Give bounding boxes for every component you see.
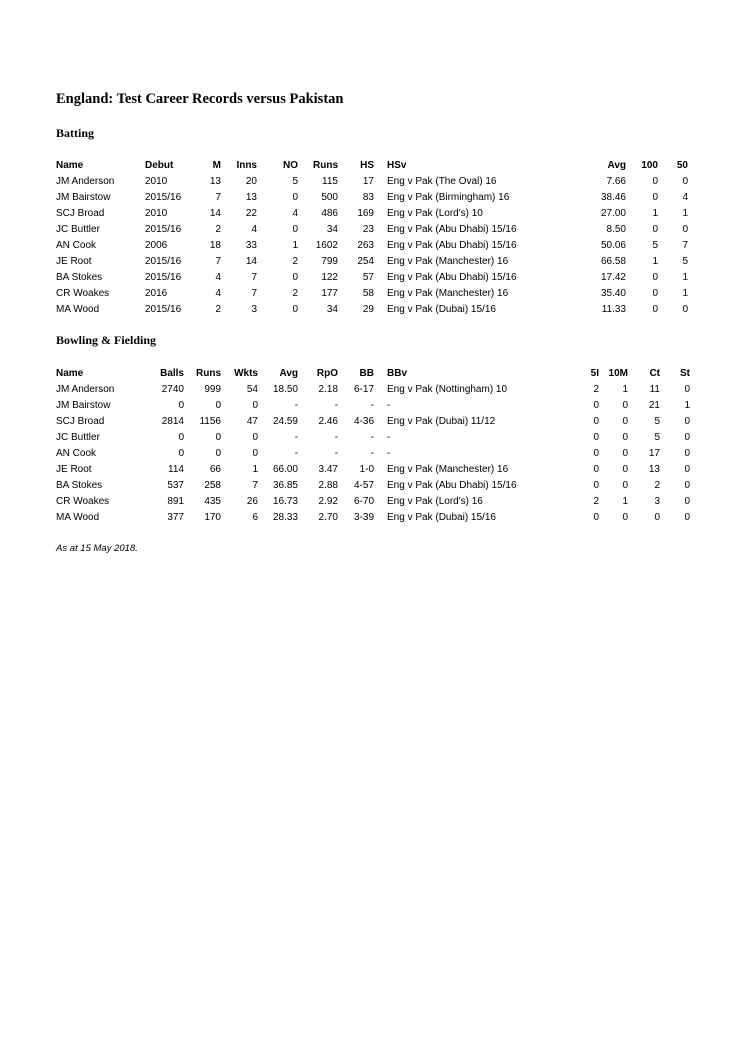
table-cell: CR Woakes	[56, 496, 110, 507]
column-header: Avg	[279, 368, 298, 379]
table-cell: 7.66	[606, 176, 626, 187]
table-cell: 0	[593, 464, 599, 475]
table-cell: 1	[684, 400, 690, 411]
table-cell: 0	[292, 192, 298, 203]
table-row	[0, 190, 746, 206]
table-cell: 0	[252, 400, 258, 411]
column-header: 100	[641, 160, 658, 171]
table-cell: JE Root	[56, 464, 92, 475]
table-cell: 0	[252, 432, 258, 443]
table-row	[0, 382, 746, 398]
table-cell: 17	[648, 448, 660, 459]
table-cell: 1156	[199, 416, 221, 427]
table-cell: Eng v Pak (Manchester) 16	[387, 288, 509, 299]
table-cell: 4-36	[353, 416, 374, 427]
table-cell: 2015/16	[145, 192, 182, 203]
table-cell: 999	[204, 384, 221, 395]
table-cell: 3.47	[318, 464, 338, 475]
table-cell: 891	[167, 496, 184, 507]
table-cell: 2	[292, 288, 298, 299]
table-cell: 2006	[145, 240, 168, 251]
table-cell: 2	[292, 256, 298, 267]
table-cell: 22	[245, 208, 257, 219]
table-cell: 28.33	[272, 512, 298, 523]
table-cell: 0	[292, 304, 298, 315]
table-cell: 0	[652, 176, 658, 187]
table-cell: 7	[251, 288, 257, 299]
table-cell: 3	[654, 496, 660, 507]
table-cell: Eng v Pak (Lord's) 16	[387, 496, 483, 507]
table-cell: 537	[167, 480, 184, 491]
table-cell: -	[294, 400, 298, 411]
table-cell: Eng v Pak (Abu Dhabi) 15/16	[387, 480, 517, 491]
table-cell: 0	[593, 512, 599, 523]
table-cell: 2814	[161, 416, 184, 427]
table-cell: 18	[209, 240, 221, 251]
table-cell: 33	[245, 240, 257, 251]
table-cell: SCJ Broad	[56, 416, 105, 427]
table-cell: 1	[682, 208, 688, 219]
table-cell: 0	[593, 480, 599, 491]
table-cell: 170	[204, 512, 221, 523]
table-cell: 115	[322, 176, 338, 187]
table-cell: 5	[682, 256, 688, 267]
table-cell: 0	[684, 464, 690, 475]
table-cell: 0	[215, 448, 221, 459]
column-header: Debut	[145, 160, 174, 171]
table-cell: 6-17	[353, 384, 374, 395]
table-cell: Eng v Pak (Dubai) 15/16	[387, 512, 496, 523]
batting-table	[0, 158, 746, 318]
table-cell: 258	[204, 480, 221, 491]
table-cell: -	[370, 400, 374, 411]
batting-section-title: Batting	[56, 126, 95, 140]
column-header: HS	[360, 160, 374, 171]
table-cell: 4	[292, 208, 298, 219]
column-header: 5I	[590, 368, 599, 379]
table-cell: 34	[326, 224, 338, 235]
table-cell: 2.70	[318, 512, 338, 523]
table-row	[0, 494, 746, 510]
table-cell: 0	[654, 512, 660, 523]
table-cell: 122	[321, 272, 338, 283]
table-cell: -	[334, 448, 338, 459]
table-cell: 20	[245, 176, 257, 187]
table-cell: SCJ Broad	[56, 208, 105, 219]
table-cell: 7	[215, 256, 221, 267]
column-header: St	[680, 368, 690, 379]
table-row	[0, 302, 746, 318]
table-cell: AN Cook	[56, 240, 97, 251]
table-cell: 14	[245, 256, 257, 267]
table-cell: -	[294, 448, 298, 459]
table-cell: 2015/16	[145, 272, 182, 283]
table-cell: 7	[215, 192, 221, 203]
table-cell: CR Woakes	[56, 288, 110, 299]
table-cell: 66.00	[272, 464, 298, 475]
table-cell: 0	[684, 480, 690, 491]
table-cell: 1	[622, 496, 628, 507]
table-cell: Eng v Pak (Lord's) 10	[387, 208, 483, 219]
table-cell: 1	[652, 208, 658, 219]
table-cell: 6	[252, 512, 258, 523]
table-cell: 0	[622, 448, 628, 459]
table-cell: 5	[654, 416, 660, 427]
column-header: Runs	[196, 368, 221, 379]
table-cell: Eng v Pak (Nottingham) 10	[387, 384, 508, 395]
table-cell: Eng v Pak (Birmingham) 16	[387, 192, 510, 203]
table-row	[0, 478, 746, 494]
table-row	[0, 238, 746, 254]
table-cell: 14	[209, 208, 221, 219]
table-cell: 3-39	[353, 512, 374, 523]
column-header: Balls	[160, 368, 184, 379]
table-cell: Eng v Pak (The Oval) 16	[387, 176, 497, 187]
bowling-section-title: Bowling & Fielding	[56, 333, 157, 347]
table-cell: MA Wood	[56, 304, 100, 315]
table-cell: 13	[648, 464, 660, 475]
column-header: RpO	[316, 368, 338, 379]
table-cell: 4	[682, 192, 688, 203]
table-cell: 50.06	[600, 240, 626, 251]
table-row	[0, 510, 746, 526]
table-cell: 0	[682, 176, 688, 187]
table-cell: 1	[622, 384, 628, 395]
table-cell: 13	[209, 176, 221, 187]
table-cell: 0	[684, 432, 690, 443]
table-cell: 8.50	[606, 224, 626, 235]
table-cell: 2016	[145, 288, 168, 299]
table-cell: 38.46	[600, 192, 626, 203]
table-cell: Eng v Pak (Dubai) 15/16	[387, 304, 496, 315]
table-cell: 177	[321, 288, 338, 299]
table-cell: 2.92	[318, 496, 338, 507]
table-row	[0, 254, 746, 270]
table-cell: JE Root	[56, 256, 92, 267]
table-cell: 0	[622, 464, 628, 475]
table-cell: Eng v Pak (Dubai) 11/12	[387, 416, 496, 427]
table-cell: 2	[593, 384, 599, 395]
table-cell: -	[370, 432, 374, 443]
table-cell: -	[387, 448, 391, 459]
table-cell: BA Stokes	[56, 480, 103, 491]
table-cell: 11	[649, 384, 660, 395]
column-header: 50	[676, 160, 688, 171]
table-cell: 7	[251, 272, 257, 283]
table-cell: -	[334, 432, 338, 443]
table-cell: 0	[684, 448, 690, 459]
page-title: England: Test Career Records versus Pakistan	[56, 91, 344, 107]
table-cell: 377	[167, 512, 184, 523]
batting-header-row	[0, 158, 746, 174]
table-cell: 1	[682, 272, 688, 283]
table-cell: 0	[682, 224, 688, 235]
table-cell: 2	[654, 480, 660, 491]
table-cell: 2015/16	[145, 224, 182, 235]
table-row	[0, 270, 746, 286]
table-cell: 7	[682, 240, 688, 251]
table-row	[0, 174, 746, 190]
column-header: Avg	[607, 160, 626, 171]
table-cell: 21	[648, 400, 660, 411]
table-cell: 26	[246, 496, 258, 507]
table-cell: 5	[652, 240, 658, 251]
table-cell: 17.42	[600, 272, 626, 283]
table-cell: 0	[622, 512, 628, 523]
table-cell: -	[294, 432, 298, 443]
column-header: Wkts	[234, 368, 258, 379]
table-cell: 6-70	[353, 496, 374, 507]
table-cell: 0	[593, 400, 599, 411]
table-cell: 57	[362, 272, 374, 283]
table-cell: 2010	[145, 208, 168, 219]
table-cell: 486	[321, 208, 338, 219]
table-cell: 0	[178, 448, 184, 459]
table-cell: -	[387, 400, 391, 411]
table-cell: 1602	[315, 240, 338, 251]
table-cell: 169	[357, 208, 374, 219]
table-cell: 36.85	[272, 480, 298, 491]
table-cell: 24.59	[272, 416, 298, 427]
table-cell: Eng v Pak (Abu Dhabi) 15/16	[387, 272, 517, 283]
table-cell: 18.50	[272, 384, 298, 395]
column-header: Runs	[313, 160, 338, 171]
table-cell: 2015/16	[145, 256, 182, 267]
table-cell: 0	[622, 416, 628, 427]
table-cell: 1	[252, 464, 258, 475]
column-header: HSv	[387, 160, 407, 171]
table-cell: 0	[178, 400, 184, 411]
table-cell: 799	[321, 256, 338, 267]
table-cell: 0	[292, 272, 298, 283]
table-cell: 500	[321, 192, 338, 203]
table-cell: 27.00	[600, 208, 626, 219]
table-cell: 13	[245, 192, 257, 203]
table-cell: 263	[357, 240, 374, 251]
table-row	[0, 286, 746, 302]
table-cell: 2.18	[318, 384, 338, 395]
table-cell: 0	[593, 448, 599, 459]
table-cell: 0	[622, 480, 628, 491]
table-cell: Eng v Pak (Abu Dhabi) 15/16	[387, 240, 517, 251]
table-cell: 2.88	[318, 480, 338, 491]
table-cell: 2010	[145, 176, 168, 187]
column-header: NO	[283, 160, 298, 171]
table-cell: 1-0	[359, 464, 374, 475]
table-cell: 29	[362, 304, 374, 315]
table-cell: 0	[622, 432, 628, 443]
table-cell: JM Bairstow	[56, 192, 111, 203]
table-cell: 0	[292, 224, 298, 235]
table-cell: -	[370, 448, 374, 459]
column-header: Name	[56, 368, 84, 379]
table-cell: 0	[622, 400, 628, 411]
column-header: Name	[56, 160, 84, 171]
table-cell: 2	[215, 304, 221, 315]
footnote: As at 15 May 2018.	[56, 543, 138, 554]
table-cell: 0	[252, 448, 258, 459]
table-cell: 2	[215, 224, 221, 235]
table-cell: 2.46	[318, 416, 338, 427]
table-cell: 23	[362, 224, 374, 235]
table-cell: JC Buttler	[56, 224, 100, 235]
table-cell: AN Cook	[56, 448, 97, 459]
table-cell: JM Anderson	[56, 176, 115, 187]
table-cell: Eng v Pak (Manchester) 16	[387, 464, 509, 475]
table-cell: 5	[292, 176, 298, 187]
table-cell: 0	[652, 192, 658, 203]
table-cell: 0	[652, 288, 658, 299]
table-row	[0, 398, 746, 414]
table-cell: 0	[652, 304, 658, 315]
table-cell: 0	[652, 224, 658, 235]
bowling-header-row	[0, 366, 746, 382]
table-row	[0, 414, 746, 430]
table-cell: 4	[215, 288, 221, 299]
table-row	[0, 430, 746, 446]
column-header: M	[212, 160, 221, 171]
table-cell: JM Bairstow	[56, 400, 111, 411]
table-cell: 1	[652, 256, 658, 267]
table-row	[0, 462, 746, 478]
column-header: 10M	[608, 368, 628, 379]
table-cell: 83	[362, 192, 374, 203]
table-cell: Eng v Pak (Manchester) 16	[387, 256, 509, 267]
table-cell: MA Wood	[56, 512, 100, 523]
column-header: BB	[359, 368, 374, 379]
table-cell: BA Stokes	[56, 272, 103, 283]
table-cell: 0	[593, 432, 599, 443]
column-header: Inns	[236, 160, 257, 171]
table-row	[0, 206, 746, 222]
table-cell: 35.40	[600, 288, 626, 299]
table-cell: 2740	[161, 384, 184, 395]
table-cell: 0	[684, 416, 690, 427]
table-cell: 2	[593, 496, 599, 507]
table-cell: 1	[682, 288, 688, 299]
table-cell: JC Buttler	[56, 432, 100, 443]
table-cell: 0	[684, 384, 690, 395]
table-cell: -	[334, 400, 338, 411]
table-cell: 0	[215, 432, 221, 443]
table-cell: 0	[652, 272, 658, 283]
table-cell: 0	[682, 304, 688, 315]
table-cell: 1	[292, 240, 298, 251]
column-header: BBv	[387, 368, 408, 379]
table-cell: 114	[168, 464, 184, 475]
table-cell: 58	[362, 288, 374, 299]
table-cell: 0	[215, 400, 221, 411]
table-cell: 4	[251, 224, 257, 235]
table-cell: Eng v Pak (Abu Dhabi) 15/16	[387, 224, 517, 235]
table-cell: 3	[251, 304, 257, 315]
table-cell: 17	[362, 176, 374, 187]
table-cell: JM Anderson	[56, 384, 115, 395]
table-cell: 16.73	[272, 496, 298, 507]
table-cell: 54	[246, 384, 258, 395]
table-cell: 34	[326, 304, 338, 315]
table-cell: 11.33	[601, 304, 626, 315]
table-cell: 0	[178, 432, 184, 443]
table-cell: 254	[357, 256, 374, 267]
table-cell: 0	[684, 512, 690, 523]
table-cell: 47	[246, 416, 258, 427]
table-cell: 2015/16	[145, 304, 182, 315]
table-cell: 435	[204, 496, 221, 507]
table-cell: 4	[215, 272, 221, 283]
table-cell: 66	[209, 464, 221, 475]
table-cell: 0	[684, 496, 690, 507]
table-cell: 4-57	[353, 480, 374, 491]
table-row	[0, 222, 746, 238]
table-cell: 7	[252, 480, 258, 491]
table-cell: 0	[593, 416, 599, 427]
table-row	[0, 446, 746, 462]
table-cell: 66.58	[600, 256, 626, 267]
table-cell: -	[387, 432, 391, 443]
table-cell: 5	[654, 432, 660, 443]
column-header: Ct	[649, 368, 660, 379]
bowling-table	[0, 366, 746, 526]
